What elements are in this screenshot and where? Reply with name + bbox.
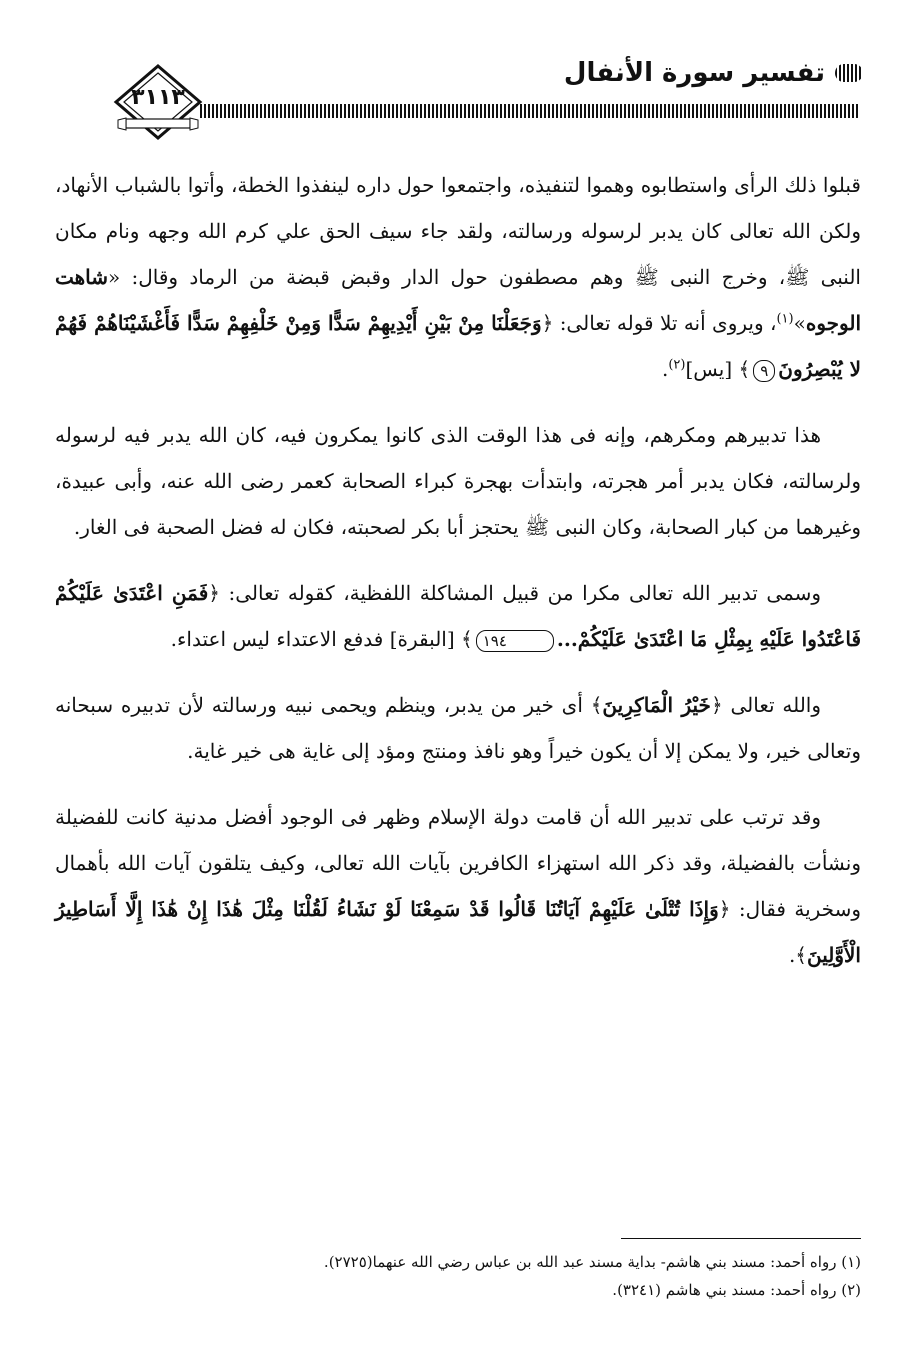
quran-verse-text: شاهت الوجوه: [55, 265, 861, 335]
footnote-item: (١) رواه أحمد: مسند بني هاشم- بداية مسند عبد الله بن عباس رضي الله عنهما(٢٧٢٥).: [323, 1253, 861, 1271]
footnote-rule: [621, 1238, 861, 1239]
paragraph-text: وقد ترتب على تدبير الله أن قامت دولة الإسلام وظهر فى الوجود أفضل مدنية كانت للفضيلة ونشأت بالفضيلة، وقد ذكر الله استهزاء الكافرين بآيات الله تعالى، وكيف يتلقون آيات الله بأهمال وسخرية فقال: ﴿: [55, 805, 861, 921]
verse-number-marker: ١٩٤: [476, 630, 554, 652]
footnote-reference: (١): [776, 311, 794, 327]
paragraph-text: وسمى تدبير الله تعالى مكرا من قبيل المشاكلة اللفظية، كقوله تعالى: ﴿: [208, 581, 821, 605]
quran-verse-text: وَجَعَلْنَا مِنْ بَيْنِ أَيْدِيهِمْ سَدًّا وَمِنْ خَلْفِهِمْ سَدًّا فَأَغْشَيْنَاهُمْ فَهُمْ لا يُبْصِرُونَ: [55, 311, 861, 381]
paragraph-text: »: [793, 311, 806, 335]
quran-verse-text: وَإِذَا تُتْلَىٰ عَلَيْهِمْ آيَاتُنَا قَالُوا قَدْ سَمِعْنَا لَوْ نَشَاءُ لَقُلْنَا مِثْلَ هَٰذَا إِنْ هَٰذَا إِلَّا أَسَاطِيرُ الْأَوَّلِينَ: [55, 897, 861, 967]
paragraph-text: ﴾ [يس]: [685, 357, 751, 381]
paragraph: [55, 794, 861, 978]
quran-verse-text: فَمَنِ اعْتَدَىٰ عَلَيْكُمْ فَاعْتَدُوا عَلَيْهِ بِمِثْلِ مَا اعْتَدَىٰ عَلَيْكُمْ...: [55, 581, 861, 651]
footnote-item: (٢) رواه أحمد: مسند بني هاشم (٣٢٤١).: [612, 1281, 861, 1299]
paragraph: [55, 412, 861, 550]
paragraph-text: ﴾ أى خير من يدبر، وينظم ويحمى نبيه ورسالته لأن تدبيره سبحانه وتعالى خير، ولا يمكن إلا أن يكون خيراً وهو نافذ ومنتج ومؤد إلى غاية هى خير غاية.: [55, 693, 861, 763]
paragraph-text: .: [661, 357, 669, 381]
running-title: [564, 58, 863, 88]
running-title-text: تفسير سورة الأنفال: [563, 58, 825, 88]
paragraph-text: والله تعالى ﴿: [710, 693, 821, 717]
paragraph: [55, 682, 861, 774]
paragraph-text: هذا تدبيرهم ومكرهم، وإنه فى هذا الوقت الذى كانوا يمكرون فيه، كان الله يدبر فيه لرسوله ولرسالته، فكان يدبر أمر هجرته، وابتدأت بهجرة كبراء الصحابة كعمر رضى الله عنه، وأبى عبيدة، وغيرهما من كبار الصحابة، وكان النبى ﷺ يحتجز أبا بكر لصحبته، فكان له فضل الصحبة فى الغار.: [55, 423, 861, 539]
title-ornament-icon: [835, 64, 863, 82]
body-text: [55, 162, 861, 998]
paragraph-text: ، ويروى أنه تلا قوله تعالى: ﴿: [541, 311, 777, 335]
paragraph-text: ﴾ [البقرة] فدفع الاعتداء ليس اعتداء.: [170, 627, 473, 651]
page-number: ٣١١٣: [131, 85, 185, 110]
paragraph: [55, 570, 861, 662]
verse-number-marker: ٩: [753, 360, 775, 382]
footnotes: [55, 1248, 861, 1304]
page-header: [0, 0, 923, 150]
footnote-reference: (٢): [668, 357, 686, 373]
header-rule: [200, 104, 859, 118]
paragraph: [55, 162, 861, 392]
quran-verse-text: خَيْرُ الْمَاكِرِينَ: [602, 693, 711, 717]
paragraph-text: ﴾.: [788, 943, 808, 967]
paragraph-text: قبلوا ذلك الرأى واستطابوه وهموا لتنفيذه، واجتمعوا حول داره لينفذوا الخطة، وأتوا بالشباب الأنهاد، ولكن الله تعالى كان يدبر لرسوله ورسالته، ولقد جاء سيف الحق علي كرم الله وجهه ونام مكان النبى ﷺ، وخرج النبى ﷺ وهم مصطفون حول الدار وقبض قبضة من الرماد وقال: «: [55, 173, 861, 289]
